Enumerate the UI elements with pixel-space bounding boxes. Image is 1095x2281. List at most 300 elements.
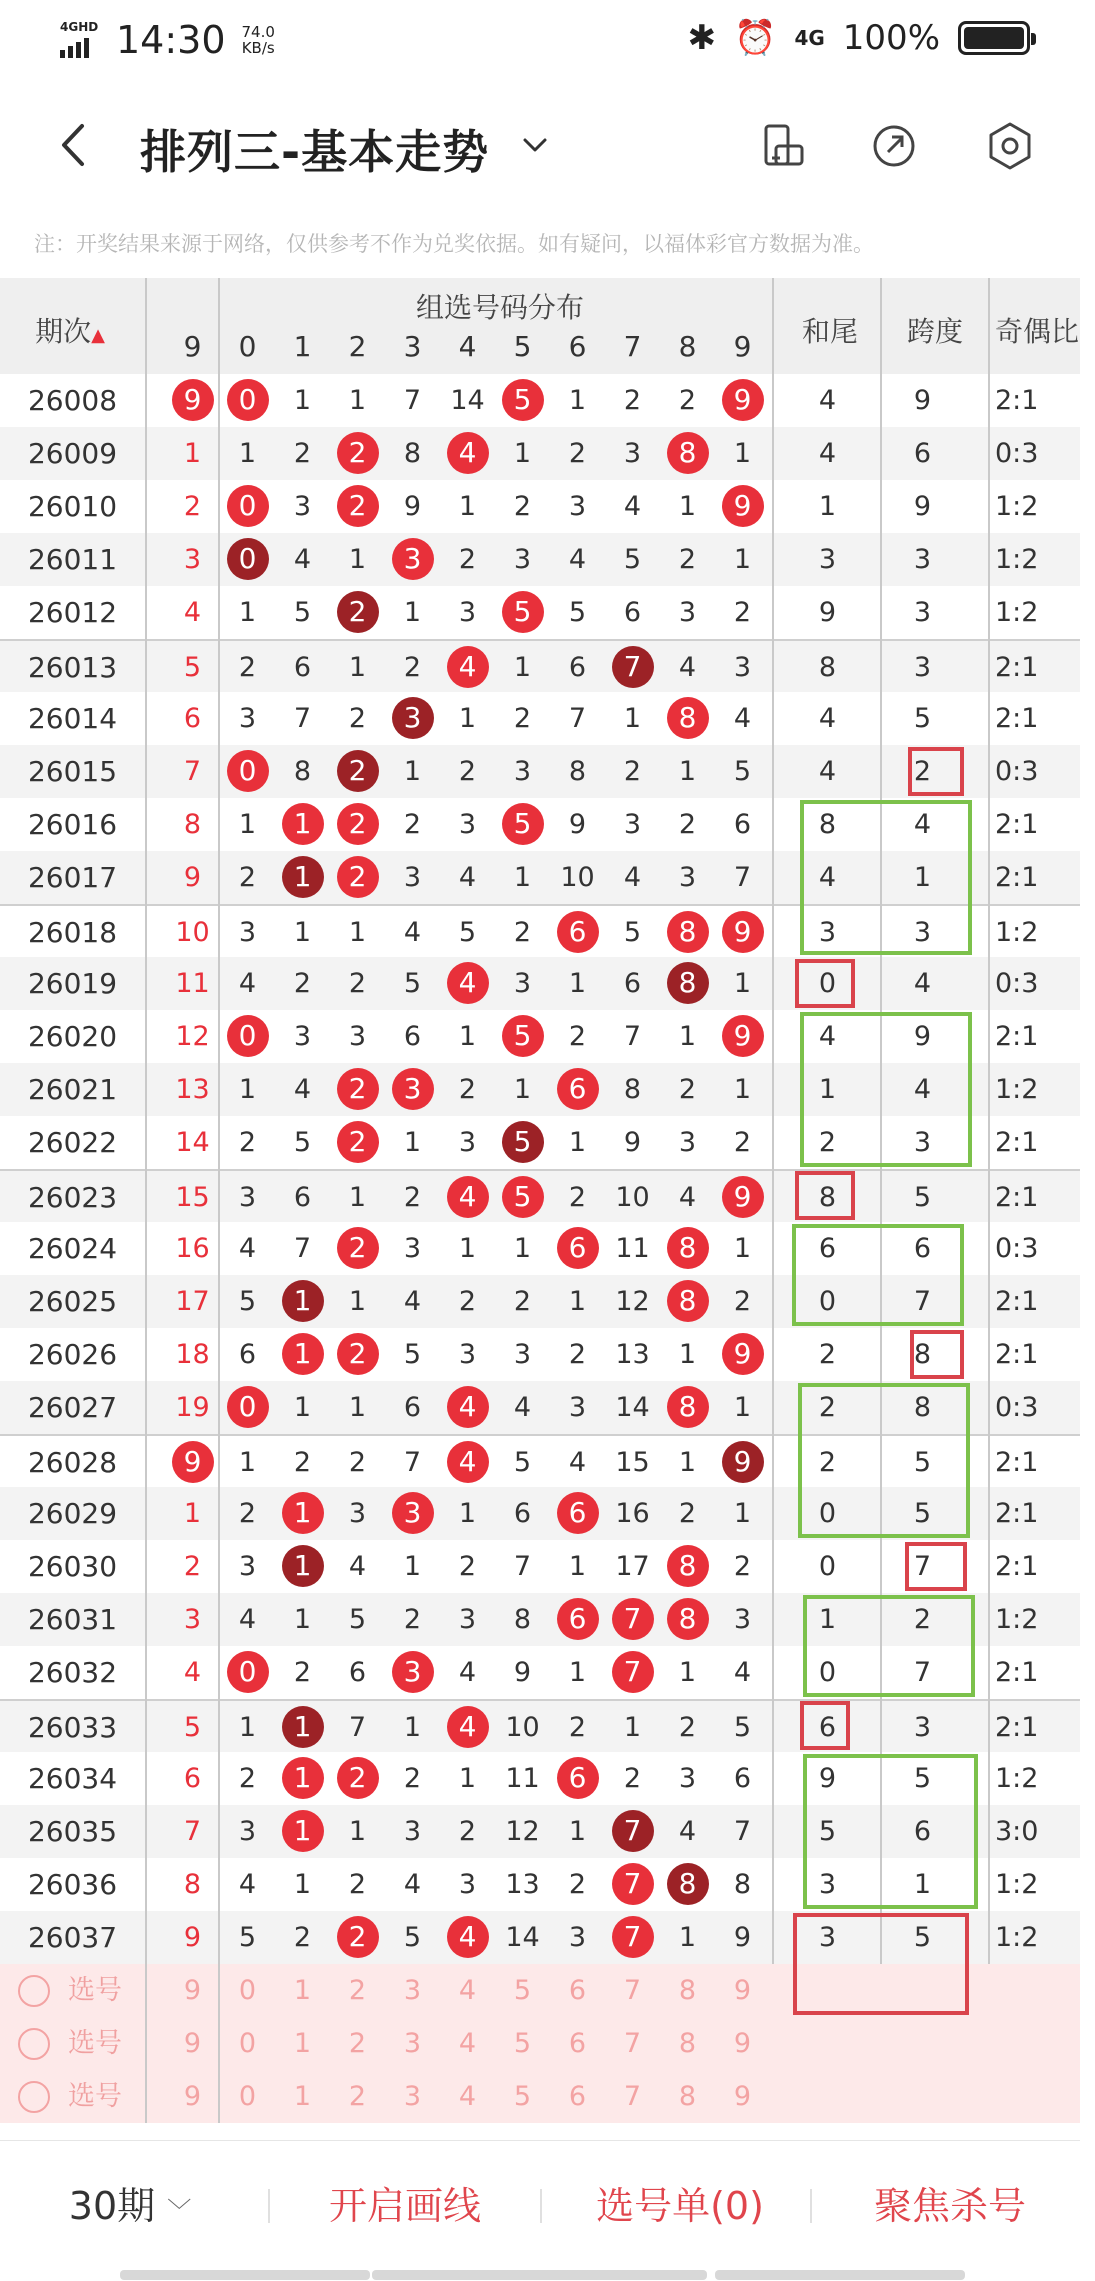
sum-tail-cell: 4 <box>818 385 837 416</box>
digit-cell: 1 <box>733 1498 752 1529</box>
digit-cell: 2 <box>623 1763 642 1794</box>
digit-cell <box>495 374 550 427</box>
pick-digit[interactable]: 2 <box>348 1975 367 2006</box>
miss-cell: 15 <box>175 1182 210 1213</box>
hit-ball: 6 <box>557 1757 599 1799</box>
span-cell: 5 <box>913 1447 932 1478</box>
digit-cell: 14 <box>615 1392 650 1423</box>
pick-digit[interactable]: 6 <box>568 1975 587 2006</box>
digit-cell: 1 <box>293 1604 312 1635</box>
digit-cell <box>440 1171 495 1224</box>
digit-cell: 6 <box>513 1498 532 1529</box>
pick-digit[interactable]: 7 <box>623 2081 642 2112</box>
digit-cell: 1 <box>403 1712 422 1743</box>
hit-ball: 3 <box>392 538 434 580</box>
digit-cell <box>550 1487 605 1540</box>
digit-cell: 9 <box>513 1657 532 1688</box>
select-circle-icon[interactable] <box>18 2081 50 2113</box>
pick-label: 选号 <box>68 1975 122 2006</box>
digit-cell: 3 <box>458 1869 477 1900</box>
digit-cell: 2 <box>568 1182 587 1213</box>
digit-cell: 10 <box>560 862 595 893</box>
digit-cell: 3 <box>623 809 642 840</box>
highlight-box-green <box>800 800 972 955</box>
digit-cell: 6 <box>568 652 587 683</box>
digit-header-6: 6 <box>568 330 587 363</box>
hit-ball: 1 <box>282 1492 324 1534</box>
pick-digit[interactable]: 9 <box>733 2028 752 2059</box>
period-cell: 26025 <box>27 1285 118 1318</box>
pick-row[interactable] <box>0 2070 1080 2123</box>
digit-cell: 1 <box>403 1127 422 1158</box>
table-row <box>0 533 1080 586</box>
digit-cell <box>220 480 275 533</box>
pick-digit[interactable]: 7 <box>623 1975 642 2006</box>
col-group-header: 组选号码分布 <box>415 291 584 324</box>
digit-cell <box>440 1381 495 1434</box>
digit-cell <box>605 1593 660 1646</box>
span-cell: 9 <box>913 491 932 522</box>
digit-cell <box>550 1222 605 1275</box>
digit-cell: 4 <box>733 1657 752 1688</box>
period-cell: 26011 <box>27 543 118 576</box>
digit-cell: 3 <box>513 756 532 787</box>
digit-cell <box>330 1116 385 1169</box>
miss-cell: 1 <box>183 438 202 469</box>
column-divider <box>988 278 990 1964</box>
back-icon[interactable] <box>50 120 100 170</box>
miss-cell: 13 <box>175 1074 210 1105</box>
pick-digit[interactable]: 8 <box>678 2028 697 2059</box>
digit-cell: 7 <box>623 1021 642 1052</box>
pick-list-button[interactable]: 选号单(0) <box>596 2184 764 2228</box>
hit-ball: 8 <box>667 1598 709 1640</box>
digit-cell: 7 <box>293 1233 312 1264</box>
digit-cell: 3 <box>733 652 752 683</box>
network-speed: 74.0 KB/s <box>241 23 275 57</box>
digit-cell: 2 <box>238 652 257 683</box>
digit-cell <box>660 1222 715 1275</box>
digit-cell: 17 <box>615 1551 650 1582</box>
digit-cell: 5 <box>293 597 312 628</box>
digit-cell: 3 <box>238 1551 257 1582</box>
digit-cell: 1 <box>348 917 367 948</box>
odd-even-cell: 2:1 <box>995 1021 1039 1052</box>
digit-cell: 2 <box>238 1498 257 1529</box>
pick-digit[interactable]: 9 <box>733 2081 752 2112</box>
select-circle-icon[interactable] <box>18 2028 50 2060</box>
digit-cell <box>715 480 770 533</box>
pick-digit[interactable]: 1 <box>293 2081 312 2112</box>
digit-cell <box>660 1381 715 1434</box>
hit-ball: 9 <box>722 485 764 527</box>
pick-digit[interactable]: 4 <box>458 1975 477 2006</box>
digit-cell <box>605 1646 660 1699</box>
hit-ball: 2 <box>337 1227 379 1269</box>
sum-tail-cell: 0 <box>818 1498 837 1529</box>
digit-cell: 4 <box>568 1447 587 1478</box>
digit-cell: 2 <box>458 756 477 787</box>
digit-cell: 1 <box>348 544 367 575</box>
pick-digit[interactable]: 3 <box>403 1975 422 2006</box>
share-icon[interactable] <box>868 120 920 172</box>
odd-even-cell: 2:1 <box>995 1498 1039 1529</box>
miss-cell: 10 <box>175 917 210 948</box>
digit-cell: 1 <box>458 1763 477 1794</box>
digit-cell <box>220 1381 275 1434</box>
digit-cell: 1 <box>238 1447 257 1478</box>
digit-cell <box>330 1911 385 1964</box>
pick-digit[interactable]: 6 <box>568 2028 587 2059</box>
digit-header-9: 9 <box>733 330 752 363</box>
sum-tail-cell: 0 <box>818 1551 837 1582</box>
pick-digit[interactable]: 3 <box>403 2028 422 2059</box>
pick-digit[interactable]: 8 <box>678 2081 697 2112</box>
digit-cell: 5 <box>623 917 642 948</box>
digit-header-0: 0 <box>238 330 257 363</box>
pick-label: 选号 <box>68 2081 122 2112</box>
odd-even-cell: 1:2 <box>995 544 1039 575</box>
hit-ball: 2 <box>337 1916 379 1958</box>
digit-cell: 6 <box>293 1182 312 1213</box>
period-cell: 26008 <box>27 384 118 417</box>
digit-cell: 2 <box>733 1127 752 1158</box>
miss-cell: 17 <box>175 1286 210 1317</box>
digit-cell <box>440 1701 495 1754</box>
digit-cell: 2 <box>348 703 367 734</box>
period-cell: 26019 <box>27 967 118 1000</box>
digit-cell: 1 <box>678 1021 697 1052</box>
pick-digit[interactable]: 4 <box>458 2028 477 2059</box>
digit-cell: 1 <box>623 1712 642 1743</box>
period-cell: 26030 <box>27 1550 118 1583</box>
digit-cell: 5 <box>403 968 422 999</box>
pick-digit[interactable]: 2 <box>348 2028 367 2059</box>
pick-digit[interactable]: 1 <box>293 2028 312 2059</box>
hit-ball: 2 <box>337 1757 379 1799</box>
nav-indicator <box>372 2270 707 2280</box>
digit-cell <box>330 1328 385 1381</box>
digit-cell <box>550 1752 605 1805</box>
hit-ball: 7 <box>612 646 654 688</box>
digit-cell: 2 <box>293 968 312 999</box>
digit-cell: 1 <box>678 1922 697 1953</box>
digit-cell <box>220 1646 275 1699</box>
highlight-box-red <box>795 1171 855 1220</box>
digit-cell: 1 <box>513 1233 532 1264</box>
digit-cell <box>275 1275 330 1328</box>
focus-kill-button[interactable]: 聚焦杀号 <box>873 2184 1026 2228</box>
col-period-header[interactable]: 期次▲ <box>35 315 105 348</box>
digit-cell: 3 <box>733 1604 752 1635</box>
highlight-box-green <box>792 1224 964 1326</box>
sum-tail-cell: 1 <box>818 1604 837 1635</box>
pick-digit[interactable]: 5 <box>513 2028 532 2059</box>
highlight-box-red <box>905 1542 967 1591</box>
digit-cell: 3 <box>678 597 697 628</box>
digit-cell <box>715 1436 770 1489</box>
miss-cell: 5 <box>183 652 202 683</box>
hit-ball: 4 <box>447 646 489 688</box>
hit-ball: 1 <box>282 1280 324 1322</box>
digit-cell <box>440 957 495 1010</box>
hit-ball: 8 <box>667 432 709 474</box>
span-cell: 3 <box>913 652 932 683</box>
settings-icon[interactable] <box>984 120 1036 172</box>
digit-cell <box>660 957 715 1010</box>
sum-tail-cell: 8 <box>818 1182 837 1213</box>
digit-cell: 2 <box>568 1339 587 1370</box>
col-span-header: 跨度 <box>906 315 963 348</box>
miss-cell: 1 <box>183 1498 202 1529</box>
pick-digit[interactable]: 1 <box>293 1975 312 2006</box>
digit-cell: 1 <box>238 438 257 469</box>
digit-cell: 2 <box>348 1447 367 1478</box>
digit-cell: 12 <box>615 1286 650 1317</box>
miss-header: 9 <box>183 330 202 363</box>
hit-ball: 4 <box>447 1441 489 1483</box>
digit-cell: 3 <box>568 491 587 522</box>
hit-ball: 3 <box>392 1651 434 1693</box>
span-cell: 6 <box>913 438 932 469</box>
digit-cell: 6 <box>623 968 642 999</box>
digit-cell: 3 <box>513 544 532 575</box>
period-selector[interactable]: 30期 ﹀ <box>68 2184 192 2228</box>
period-cell: 26021 <box>27 1073 118 1106</box>
digit-cell: 1 <box>458 1233 477 1264</box>
digit-cell: 5 <box>568 597 587 628</box>
hit-ball: 1 <box>282 1810 324 1852</box>
digit-cell: 3 <box>403 862 422 893</box>
digit-cell: 1 <box>348 1286 367 1317</box>
rotate-screen-icon[interactable] <box>758 120 810 172</box>
pick-digit[interactable]: 6 <box>568 2081 587 2112</box>
digit-cell: 2 <box>293 1657 312 1688</box>
miss-cell <box>165 1436 220 1489</box>
hit-ball: 4 <box>447 1706 489 1748</box>
digit-cell: 5 <box>513 1447 532 1478</box>
pick-digit[interactable]: 7 <box>623 2028 642 2059</box>
miss-cell: 5 <box>183 1712 202 1743</box>
digit-cell <box>330 798 385 851</box>
digit-cell: 3 <box>293 491 312 522</box>
digit-cell: 4 <box>458 1657 477 1688</box>
digit-cell: 6 <box>293 652 312 683</box>
odd-even-cell: 2:1 <box>995 1447 1039 1478</box>
miss-cell: 7 <box>183 756 202 787</box>
digit-cell: 1 <box>293 1392 312 1423</box>
digit-cell: 3 <box>238 1182 257 1213</box>
digit-cell: 3 <box>458 809 477 840</box>
network-type: 4GHD <box>60 20 99 34</box>
hit-ball: 9 <box>722 1015 764 1057</box>
digit-cell: 1 <box>733 438 752 469</box>
digit-cell: 2 <box>238 1763 257 1794</box>
sum-tail-cell: 3 <box>818 544 837 575</box>
hit-ball: 2 <box>337 432 379 474</box>
digit-cell: 1 <box>568 1816 587 1847</box>
pick-digit[interactable]: 0 <box>238 1975 257 2006</box>
hit-ball: 2 <box>337 485 379 527</box>
column-divider <box>145 278 147 2123</box>
digit-cell: 4 <box>678 652 697 683</box>
miss-ball: 9 <box>172 1441 214 1483</box>
span-cell: 5 <box>913 703 932 734</box>
pick-digit[interactable]: 5 <box>513 2081 532 2112</box>
highlight-box-red <box>793 1913 969 2015</box>
digit-cell <box>275 1805 330 1858</box>
digit-cell <box>715 374 770 427</box>
digit-cell: 5 <box>293 1127 312 1158</box>
highlight-box-green <box>798 1383 970 1538</box>
miss-cell: 12 <box>175 1021 210 1052</box>
chevron-down-icon[interactable] <box>520 130 550 160</box>
trend-table <box>0 278 1080 2112</box>
hit-ball: 4 <box>447 1916 489 1958</box>
hit-ball: 3 <box>392 697 434 739</box>
span-cell: 7 <box>913 1286 932 1317</box>
digit-cell: 7 <box>513 1551 532 1582</box>
sum-tail-cell: 1 <box>818 1074 837 1105</box>
odd-even-cell: 0:3 <box>995 968 1039 999</box>
digit-cell <box>330 586 385 639</box>
digit-cell: 2 <box>623 756 642 787</box>
pick-digit[interactable]: 3 <box>403 2081 422 2112</box>
digit-cell: 1 <box>293 917 312 948</box>
sum-tail-cell: 0 <box>818 1286 837 1317</box>
period-cell: 26017 <box>27 861 118 894</box>
digit-cell: 8 <box>513 1604 532 1635</box>
sum-tail-cell: 2 <box>818 1447 837 1478</box>
digit-cell: 2 <box>678 544 697 575</box>
page-title: 排列三-基本走势 <box>140 125 490 179</box>
battery-icon <box>958 21 1030 55</box>
alarm-icon: ⏰ <box>734 18 777 58</box>
digit-cell <box>275 798 330 851</box>
miss-cell <box>165 374 220 427</box>
digit-header-7: 7 <box>623 330 642 363</box>
digit-cell: 1 <box>678 491 697 522</box>
pick-digit[interactable]: 9 <box>733 1975 752 2006</box>
digit-cell: 5 <box>623 544 642 575</box>
miss-cell: 4 <box>183 597 202 628</box>
hit-ball: 6 <box>557 1068 599 1110</box>
digit-cell <box>495 1010 550 1063</box>
pick-label: 选号 <box>68 2028 122 2059</box>
odd-even-cell: 2:1 <box>995 1182 1039 1213</box>
digit-cell: 1 <box>458 1498 477 1529</box>
period-cell: 26033 <box>27 1711 118 1744</box>
hit-ball: 1 <box>282 1333 324 1375</box>
mobile-data-icon: 4G <box>794 26 825 50</box>
odd-even-cell: 2:1 <box>995 385 1039 416</box>
sum-tail-cell: 1 <box>818 491 837 522</box>
digit-cell: 1 <box>678 756 697 787</box>
digit-cell <box>715 1010 770 1063</box>
disclaimer-notice: 注：开奖结果来源于网络，仅供参考不作为兑奖依据。如有疑问，以福体彩官方数据为准。 <box>34 232 874 256</box>
digit-cell: 2 <box>403 809 422 840</box>
sum-tail-cell: 6 <box>818 1712 837 1743</box>
table-row <box>0 692 1080 745</box>
col-odd-even-header: 奇偶比 <box>995 315 1080 348</box>
period-cell: 26026 <box>27 1338 118 1371</box>
digit-cell: 2 <box>733 1551 752 1582</box>
digit-cell: 2 <box>733 597 752 628</box>
span-cell: 7 <box>913 1657 932 1688</box>
pick-digit[interactable]: 5 <box>513 1975 532 2006</box>
digit-cell: 8 <box>623 1074 642 1105</box>
miss-cell: 11 <box>175 968 210 999</box>
miss-cell: 14 <box>175 1127 210 1158</box>
digit-cell <box>220 1010 275 1063</box>
digit-cell: 4 <box>678 1182 697 1213</box>
odd-even-cell: 1:2 <box>995 917 1039 948</box>
digit-cell <box>330 1222 385 1275</box>
digit-cell <box>330 480 385 533</box>
digit-cell <box>715 1171 770 1224</box>
draw-line-button[interactable]: 开启画线 <box>328 2184 481 2228</box>
highlight-box-red <box>795 959 855 1008</box>
digit-cell: 15 <box>615 1447 650 1478</box>
miss-cell: 4 <box>183 1657 202 1688</box>
clock: 14:30 <box>116 18 226 62</box>
hit-ball: 9 <box>722 1176 764 1218</box>
hit-ball: 8 <box>667 1545 709 1587</box>
digit-cell <box>605 1911 660 1964</box>
digit-cell: 1 <box>678 1657 697 1688</box>
hit-ball: 5 <box>502 1176 544 1218</box>
pick-digit[interactable]: 0 <box>238 2028 257 2059</box>
digit-cell: 4 <box>733 703 752 734</box>
digit-cell: 11 <box>615 1233 650 1264</box>
digit-header-8: 8 <box>678 330 697 363</box>
digit-cell: 3 <box>458 597 477 628</box>
hit-ball: 5 <box>502 1121 544 1163</box>
odd-even-cell: 2:1 <box>995 809 1039 840</box>
digit-cell: 5 <box>403 1922 422 1953</box>
chevron-down-icon: ﹀ <box>167 2197 192 2225</box>
odd-even-cell: 1:2 <box>995 1604 1039 1635</box>
span-cell: 1 <box>913 1869 932 1900</box>
pick-row[interactable] <box>0 2017 1080 2070</box>
pick-digit[interactable]: 4 <box>458 2081 477 2112</box>
table-row <box>0 480 1080 533</box>
pick-digit[interactable]: 8 <box>678 1975 697 2006</box>
hit-ball: 9 <box>722 1441 764 1483</box>
digit-cell: 3 <box>458 1604 477 1635</box>
pick-digit[interactable]: 0 <box>238 2081 257 2112</box>
digit-cell: 3 <box>513 968 532 999</box>
sum-tail-cell: 0 <box>818 968 837 999</box>
digit-cell: 2 <box>238 1127 257 1158</box>
pick-digit[interactable]: 2 <box>348 2081 367 2112</box>
digit-cell: 3 <box>678 1763 697 1794</box>
miss-ball: 9 <box>172 379 214 421</box>
table-row <box>0 957 1080 1010</box>
sum-tail-cell: 4 <box>818 438 837 469</box>
digit-cell: 11 <box>505 1763 540 1794</box>
digit-cell: 2 <box>568 438 587 469</box>
miss-cell: 6 <box>183 1763 202 1794</box>
hit-ball: 9 <box>722 379 764 421</box>
digit-cell <box>660 427 715 480</box>
status-bar <box>0 0 1080 80</box>
digit-cell: 4 <box>678 1816 697 1847</box>
digit-cell: 1 <box>348 1816 367 1847</box>
sum-tail-cell: 3 <box>818 1869 837 1900</box>
select-circle-icon[interactable] <box>18 1975 50 2007</box>
hit-ball: 8 <box>667 1386 709 1428</box>
